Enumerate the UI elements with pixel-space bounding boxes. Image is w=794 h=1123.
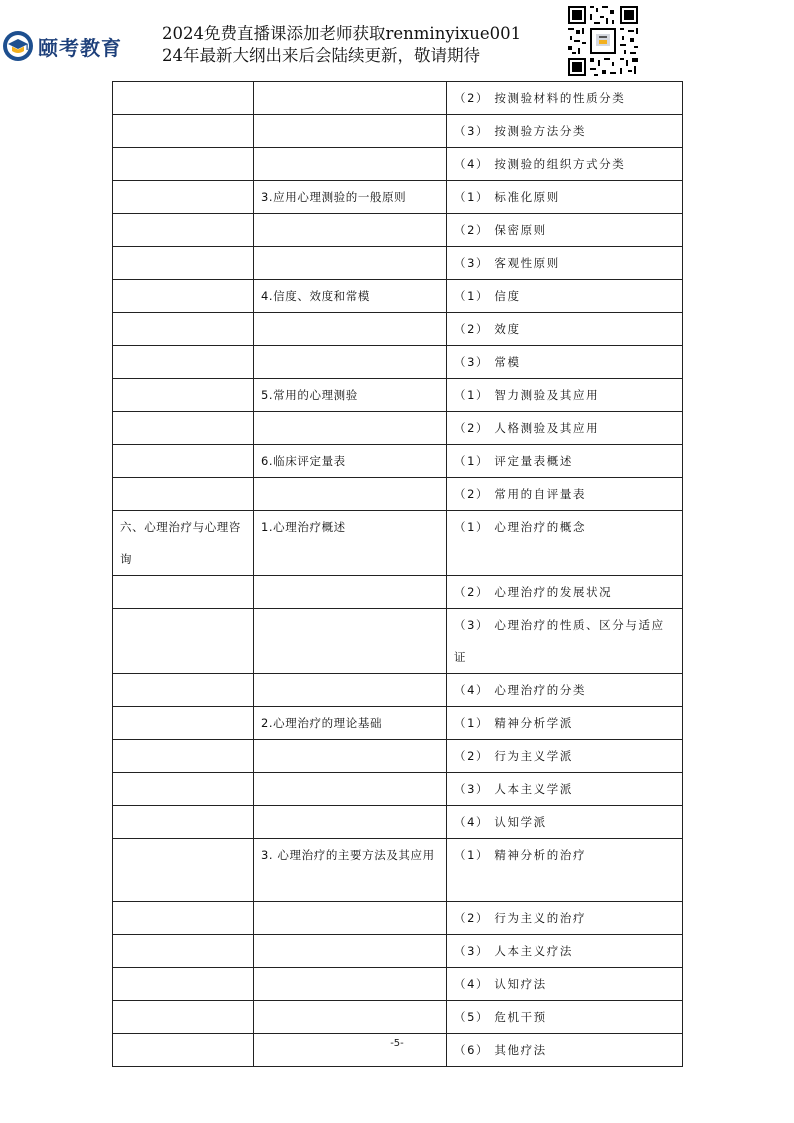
section-cell <box>254 379 447 412</box>
topic-cell <box>447 445 683 478</box>
table-row <box>113 609 683 674</box>
cell-text: 6.临床评定量表 <box>261 454 346 468</box>
chapter-cell <box>113 806 254 839</box>
topic-cell <box>447 902 683 935</box>
chapter-cell <box>113 346 254 379</box>
cell-text: （4） 认知疗法 <box>454 977 547 991</box>
cell-text: （1） 心理治疗的概念 <box>454 520 587 534</box>
table-row <box>113 412 683 445</box>
topic-cell <box>447 707 683 740</box>
logo-text: 颐考教育 <box>38 35 122 60</box>
promo-line-2: 24年最新大纲出来后会陆续更新，敬请期待 <box>162 46 480 65</box>
topic-cell <box>447 1001 683 1034</box>
cell-text: （5） 危机干预 <box>454 1010 547 1024</box>
chapter-cell <box>113 968 254 1001</box>
section-cell <box>254 511 447 576</box>
cell-text: （1） 标准化原则 <box>454 190 560 204</box>
chapter-cell <box>113 1001 254 1034</box>
page-header <box>0 0 794 80</box>
topic-cell <box>447 313 683 346</box>
table-row <box>113 115 683 148</box>
cell-text: 六、心理治疗与心理咨询 <box>120 520 241 566</box>
chapter-cell <box>113 82 254 115</box>
section-cell <box>254 313 447 346</box>
section-cell <box>254 773 447 806</box>
chapter-cell <box>113 280 254 313</box>
table-row <box>113 839 683 902</box>
topic-cell <box>447 674 683 707</box>
topic-cell <box>447 247 683 280</box>
chapter-cell <box>113 740 254 773</box>
cell-text: 5.常用的心理测验 <box>261 388 358 402</box>
topic-cell <box>447 839 683 902</box>
table-row <box>113 247 683 280</box>
table-row <box>113 445 683 478</box>
cell-text: （4） 认知学派 <box>454 815 547 829</box>
section-cell <box>254 968 447 1001</box>
cell-text: （2） 心理治疗的发展状况 <box>454 585 613 599</box>
table-row <box>113 806 683 839</box>
cell-text: （1） 评定量表概述 <box>454 454 573 468</box>
section-cell <box>254 346 447 379</box>
section-cell <box>254 707 447 740</box>
chapter-cell <box>113 247 254 280</box>
table-row <box>113 82 683 115</box>
chapter-cell <box>113 773 254 806</box>
cell-text: （2） 行为主义的治疗 <box>454 911 587 925</box>
chapter-cell <box>113 839 254 902</box>
section-cell <box>254 1001 447 1034</box>
table-row <box>113 148 683 181</box>
chapter-cell <box>113 115 254 148</box>
cell-text: （3） 常模 <box>454 355 521 369</box>
section-cell <box>254 214 447 247</box>
section-cell <box>254 609 447 674</box>
table-row <box>113 674 683 707</box>
cell-text: 4.信度、效度和常模 <box>261 289 370 303</box>
section-cell <box>254 280 447 313</box>
topic-cell <box>447 935 683 968</box>
section-cell <box>254 115 447 148</box>
section-cell <box>254 82 447 115</box>
table-row <box>113 1001 683 1034</box>
table-row <box>113 280 683 313</box>
section-cell <box>254 902 447 935</box>
cell-text: （2） 行为主义学派 <box>454 749 573 763</box>
cell-text: （2） 常用的自评量表 <box>454 487 587 501</box>
section-cell <box>254 412 447 445</box>
topic-cell <box>447 968 683 1001</box>
cell-text: 3. 心理治疗的主要方法及其应用 <box>261 848 435 862</box>
chapter-cell <box>113 902 254 935</box>
topic-cell <box>447 280 683 313</box>
cell-text: （2） 按测验材料的性质分类 <box>454 91 626 105</box>
chapter-cell <box>113 148 254 181</box>
cell-text: （4） 心理治疗的分类 <box>454 683 587 697</box>
chapter-cell <box>113 214 254 247</box>
table-row <box>113 478 683 511</box>
topic-cell <box>447 576 683 609</box>
chapter-cell <box>113 445 254 478</box>
section-cell <box>254 674 447 707</box>
cell-text: （3） 心理治疗的性质、区分与适应证 <box>454 618 665 664</box>
topic-cell <box>447 148 683 181</box>
topic-cell <box>447 214 683 247</box>
table-row <box>113 181 683 214</box>
topic-cell <box>447 806 683 839</box>
topic-cell <box>447 412 683 445</box>
topic-cell <box>447 346 683 379</box>
table-row <box>113 935 683 968</box>
cell-text: （3） 客观性原则 <box>454 256 560 270</box>
chapter-cell <box>113 707 254 740</box>
section-cell <box>254 247 447 280</box>
brand-logo <box>2 30 122 62</box>
cell-text: （3） 人本主义疗法 <box>454 944 573 958</box>
graduation-cap-icon <box>2 30 34 62</box>
table-row <box>113 707 683 740</box>
syllabus-table <box>112 81 683 1067</box>
chapter-cell <box>113 511 254 576</box>
cell-text: （4） 按测验的组织方式分类 <box>454 157 626 171</box>
qr-code-icon <box>566 4 640 78</box>
section-cell <box>254 935 447 968</box>
section-cell <box>254 478 447 511</box>
syllabus-table-body <box>113 82 683 1067</box>
cell-text: （1） 精神分析的治疗 <box>454 848 587 862</box>
chapter-cell <box>113 674 254 707</box>
table-row <box>113 902 683 935</box>
chapter-cell <box>113 181 254 214</box>
table-row <box>113 740 683 773</box>
chapter-cell <box>113 412 254 445</box>
cell-text: （2） 保密原则 <box>454 223 547 237</box>
table-row <box>113 214 683 247</box>
cell-text: 1.心理治疗概述 <box>261 520 346 534</box>
section-cell <box>254 576 447 609</box>
cell-text: （3） 按测验方法分类 <box>454 124 587 138</box>
cell-text: （6） 其他疗法 <box>454 1043 547 1057</box>
chapter-cell <box>113 379 254 412</box>
section-cell <box>254 740 447 773</box>
topic-cell <box>447 478 683 511</box>
table-row <box>113 511 683 576</box>
topic-cell <box>447 511 683 576</box>
cell-text: （3） 人本主义学派 <box>454 782 573 796</box>
cell-text: （1） 精神分析学派 <box>454 716 573 730</box>
topic-cell <box>447 379 683 412</box>
table-row <box>113 576 683 609</box>
topic-cell <box>447 82 683 115</box>
topic-cell <box>447 740 683 773</box>
cell-text: 3.应用心理测验的一般原则 <box>261 190 407 204</box>
promo-line-1: 2024免费直播课添加老师获取renminyixue001 <box>162 24 522 43</box>
cell-text: （2） 效度 <box>454 322 521 336</box>
chapter-cell <box>113 935 254 968</box>
table-row <box>113 773 683 806</box>
section-cell <box>254 806 447 839</box>
cell-text: 2.心理治疗的理论基础 <box>261 716 383 730</box>
section-cell <box>254 839 447 902</box>
topic-cell <box>447 609 683 674</box>
cell-text: （1） 信度 <box>454 289 521 303</box>
topic-cell <box>447 115 683 148</box>
cell-text: （2） 人格测验及其应用 <box>454 421 600 435</box>
page-number: -5- <box>390 1038 404 1049</box>
topic-cell <box>447 773 683 806</box>
promo-text <box>162 23 521 67</box>
table-row <box>113 313 683 346</box>
section-cell <box>254 148 447 181</box>
chapter-cell <box>113 609 254 674</box>
table-row <box>113 346 683 379</box>
table-row <box>113 968 683 1001</box>
section-cell <box>254 181 447 214</box>
table-row <box>113 379 683 412</box>
cell-text: （1） 智力测验及其应用 <box>454 388 600 402</box>
section-cell <box>254 445 447 478</box>
topic-cell <box>447 181 683 214</box>
chapter-cell <box>113 478 254 511</box>
chapter-cell <box>113 313 254 346</box>
chapter-cell <box>113 576 254 609</box>
